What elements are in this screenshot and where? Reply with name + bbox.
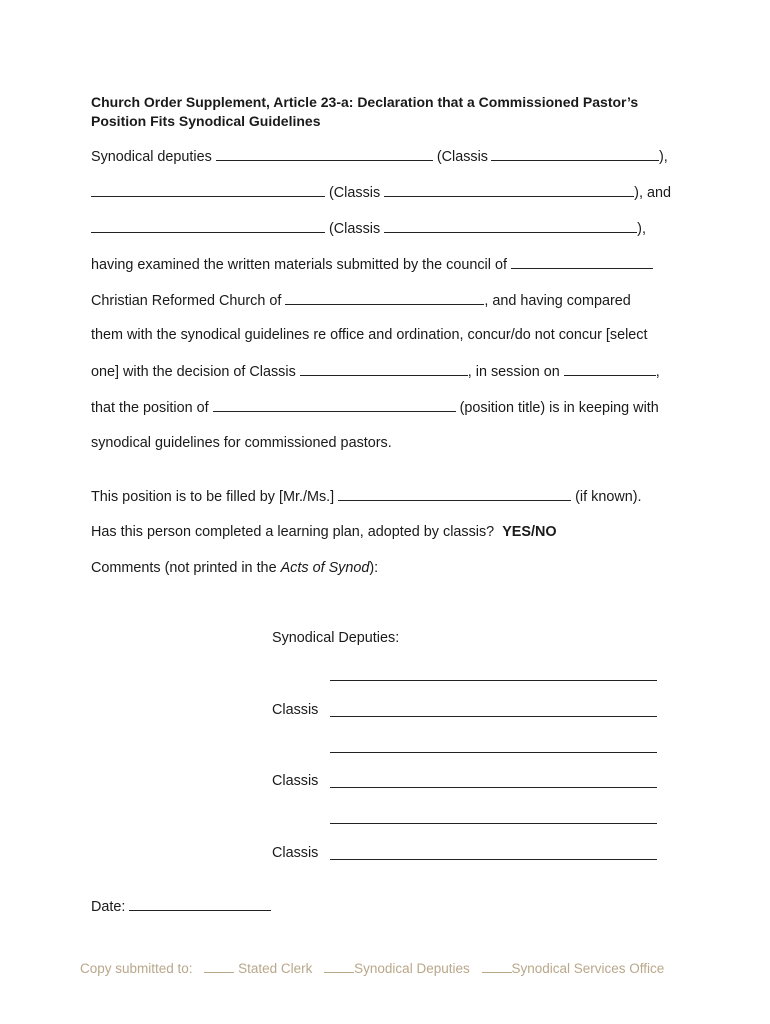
text-having-examined: having examined the written materials submitted by the council of: [91, 257, 507, 273]
text-synodical-deputies: Synodical deputies: [91, 149, 212, 165]
blank-classis-3[interactable]: [384, 219, 637, 233]
text-close-paren-and: ), and: [634, 185, 671, 201]
text-learning-plan-question: Has this person completed a learning plan, adopted by classis?: [91, 524, 495, 540]
blank-church-location[interactable]: [285, 291, 484, 305]
blank-classis-1[interactable]: [491, 147, 659, 161]
blank-session-date[interactable]: [564, 362, 656, 376]
para1-line8: [91, 398, 659, 417]
text-having-compared: , and having compared: [484, 293, 631, 309]
para1-line3: [91, 219, 646, 238]
text-in-session-on: , in session on: [467, 364, 560, 380]
footer-services-office: Synodical Services Office: [511, 961, 665, 976]
para1-line6: [91, 326, 648, 344]
classis-label-3: Classis: [272, 845, 319, 861]
classis-label-2: Classis: [272, 773, 319, 789]
text-position-filled-by: This position is to be filled by [Mr./Ms.]: [91, 489, 335, 505]
text-acts-of-synod: Acts of Synod: [280, 560, 370, 576]
classis-line-1[interactable]: [330, 716, 657, 717]
classis-line-2[interactable]: [330, 787, 657, 788]
para1-line7: [91, 362, 660, 381]
text-close-paren: ),: [637, 221, 646, 237]
footer-stated-clerk: Stated Clerk: [238, 961, 313, 976]
text-close-paren: ),: [658, 149, 668, 165]
text-comments-close: ):: [369, 560, 379, 576]
document-title: Church Order Supplement, Article 23-a: Declaration that a Commissioned Pastor’s Position Fits Synodical Guidelines: [91, 94, 639, 129]
signatures-heading: Synodical Deputies:: [272, 630, 400, 646]
text-if-known: (if known).: [575, 489, 642, 505]
blank-deputy-3[interactable]: [91, 219, 325, 233]
text-crc-of: Christian Reformed Church of: [91, 293, 282, 309]
footer-label: Copy submitted to:: [80, 961, 193, 976]
para1-line9: [91, 434, 392, 452]
footer-blank-stated-clerk[interactable]: [204, 961, 234, 973]
footer-blank-synodical-deputies[interactable]: [324, 961, 354, 973]
signature-line-1[interactable]: [330, 680, 657, 681]
blank-deputy-2[interactable]: [91, 183, 325, 197]
para1-line5: [91, 291, 631, 310]
signature-line-3[interactable]: [330, 823, 657, 824]
footer-synodical-deputies: Synodical Deputies: [354, 961, 470, 976]
footer-copy-submitted: [80, 961, 664, 976]
para1-line2: [91, 183, 671, 202]
date-line: [91, 897, 271, 916]
text-comments-label: Comments (not printed in the: [91, 560, 281, 576]
text-decision-of-classis: one] with the decision of Classis: [91, 364, 296, 380]
blank-council[interactable]: [511, 255, 653, 269]
text-comma: ,: [655, 364, 660, 380]
classis-line-3[interactable]: [330, 859, 657, 860]
text-classis: (Classis: [329, 221, 381, 237]
para2-line2: [91, 523, 557, 541]
para2-line3: [91, 559, 378, 577]
classis-label-1: Classis: [272, 702, 319, 718]
text-position-title-note: (position title) is in keeping with: [459, 400, 659, 416]
text-position-of: that the position of: [91, 400, 209, 416]
date-label: Date:: [91, 899, 126, 915]
para1-line1: [91, 147, 668, 166]
text-guidelines-concur: them with the synodical guidelines re office and ordination, concur/do not concur [select: [91, 327, 648, 343]
text-synodical-guidelines: synodical guidelines for commissioned pastors.: [91, 435, 392, 451]
blank-classis-decision[interactable]: [300, 362, 468, 376]
signature-line-2[interactable]: [330, 752, 657, 753]
text-classis: (Classis: [329, 185, 381, 201]
blank-person-name[interactable]: [338, 487, 571, 501]
blank-classis-2[interactable]: [384, 183, 634, 197]
para1-line4: [91, 255, 653, 274]
blank-date[interactable]: [129, 897, 271, 911]
para2-line1: [91, 487, 642, 506]
text-classis: (Classis: [436, 149, 488, 165]
blank-deputy-1[interactable]: [216, 147, 433, 161]
yes-no-option[interactable]: YES/NO: [502, 524, 557, 540]
blank-position-title[interactable]: [213, 398, 456, 412]
footer-blank-services-office[interactable]: [482, 961, 512, 973]
